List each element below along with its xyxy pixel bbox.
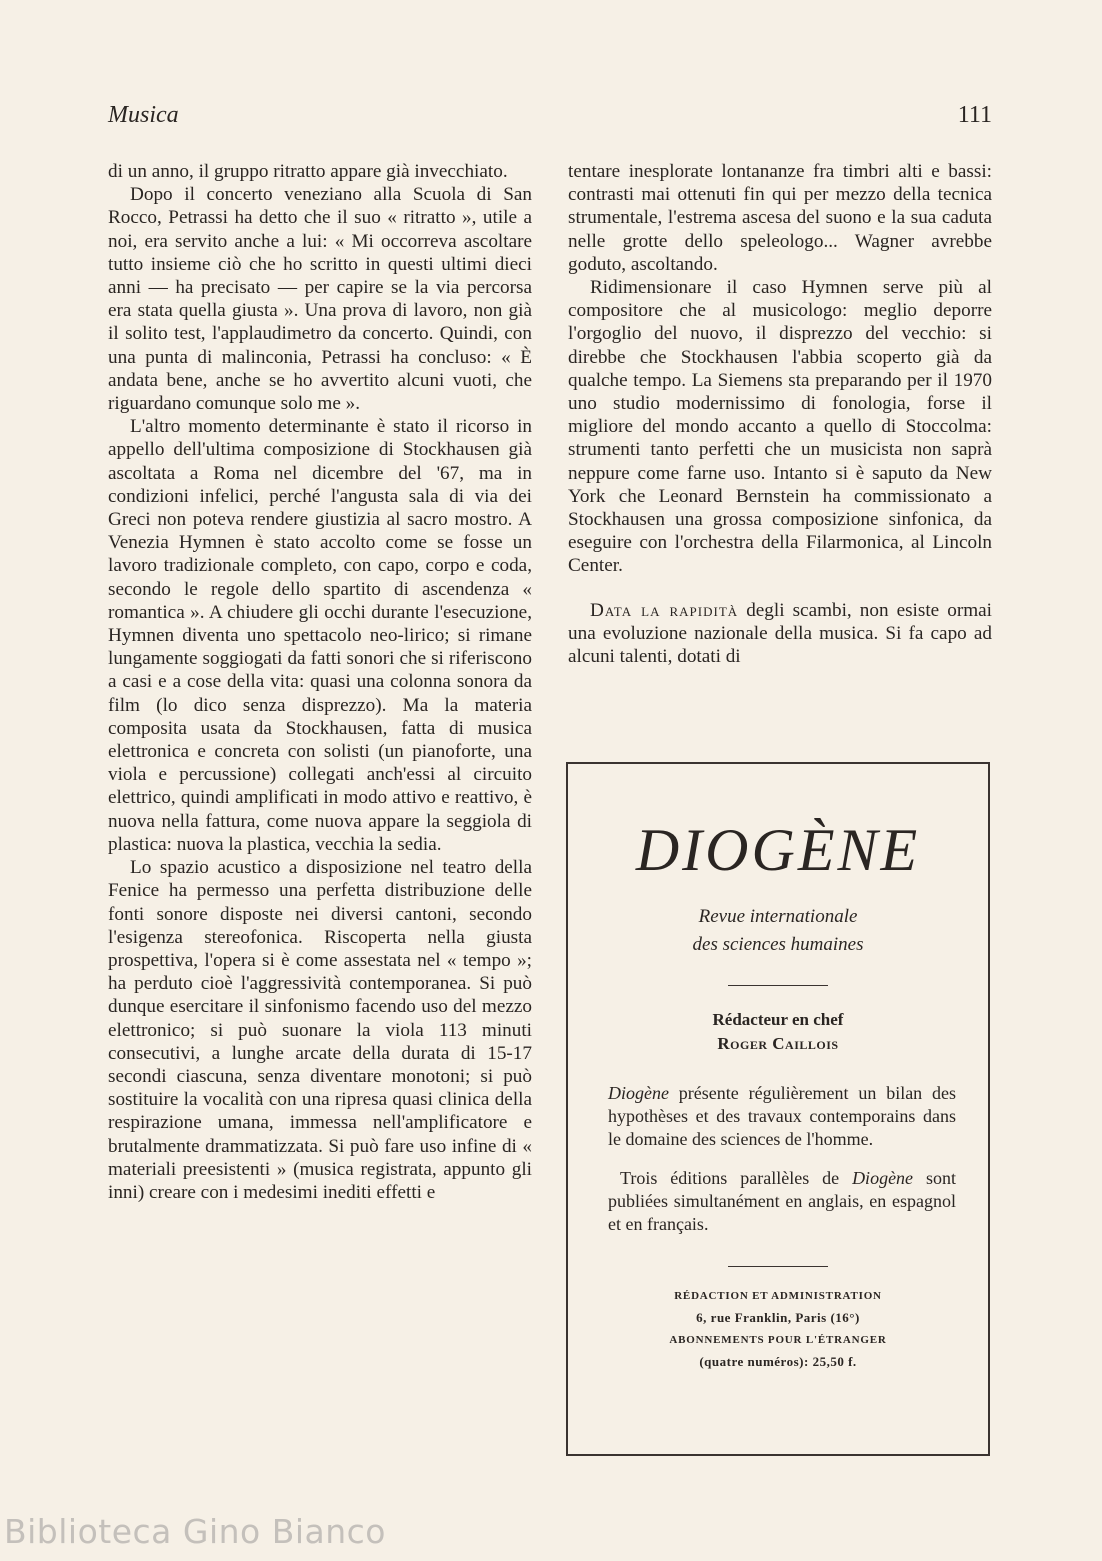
ad-paragraph xyxy=(608,1082,956,1151)
editor-role: Rédacteur en chef xyxy=(712,1010,844,1029)
left-column xyxy=(108,160,532,1204)
ad-contact xyxy=(568,1285,988,1373)
running-head xyxy=(108,102,992,129)
editor-name: Roger Caillois xyxy=(717,1034,839,1053)
redaction-label: RÉDACTION ET ADMINISTRATION xyxy=(674,1290,882,1302)
diogene-advertisement xyxy=(566,762,990,1456)
paragraph: tentare inesplorate lontananze fra timbri alti e bassi: contrasti mai ottenuti fin qui per mezzo della tecnica strumentale, l'estrema ascesa del suono e la sua caduta nelle grotte dello speleologo... Wagner avrebbe goduto, ascoltando. xyxy=(568,161,992,275)
ad-editor xyxy=(568,1008,988,1056)
ad-brand-title: DIOGÈNE xyxy=(635,817,921,883)
price: (quatre numéros): 25,50 f. xyxy=(699,1354,857,1369)
ad-text: sont publiées simultanément en anglais, en espagnol et en français. xyxy=(608,1168,956,1234)
paragraph: Ridimensionare il caso Hymnen serve più al compositore che al musicologo: meglio deporre l'orgoglio del nuovo, il disprezzo del vecchio: si direbbe che Stockhausen l'abbia scoperto già da qualche tempo. La Siemens sta preparando per il 1970 uno studio modernissimo di fonologia, forse il migliore del mondo accanto a quello di Stoccolma: strumenti tanto perfetti che un musicista non saprà neppure come farne uso. Intanto si è saputo da New York che Leonard Bernstein ha commissionato a Stockhausen una grossa composizione sinfonica, da eseguire con l'orchestra della Filarmonica, al Lincoln Center. xyxy=(568,277,992,577)
divider xyxy=(728,985,828,986)
address: 6, rue Franklin, Paris (16°) xyxy=(696,1310,860,1325)
ad-text: Trois éditions parallèles de xyxy=(620,1168,853,1188)
ad-subtitle xyxy=(568,903,988,959)
ad-body xyxy=(608,1082,956,1236)
subscriptions-label: ABONNEMENTS POUR L'ÉTRANGER xyxy=(669,1334,887,1346)
lead-in: Data la rapidità xyxy=(590,599,739,621)
ad-subtitle-line: Revue internationale xyxy=(698,906,858,927)
divider xyxy=(728,1266,828,1267)
journal-title: Diogène xyxy=(608,1083,669,1103)
paragraph: di un anno, il gruppo ritratto appare già invecchiato. xyxy=(108,161,508,182)
right-column xyxy=(568,160,992,668)
paragraph-text: degli scambi, non esiste ormai una evoluzione nazionale della musica. Si fa capo ad alcuni talenti, dotati di xyxy=(568,599,992,668)
library-watermark: Biblioteca Gino Bianco xyxy=(4,1512,386,1551)
ad-subtitle-line: des sciences humaines xyxy=(692,934,864,955)
paragraph: Dopo il concerto veneziano alla Scuola di San Rocco, Petrassi ha detto che il suo « ritratto », utile a noi, era servito anche a lui: « Mi occorreva ascoltare tutto insieme ciò che ho scritto in questi ultimi dieci anni — ha precisato — per capire se la via percorsa era stata quella giusta ». Una prova di lavoro, non già il solito test, l'applaudimetro da concerto. Quindi, con una punta di malinconia, Petrassi ha concluso: « È andata bene, anche se ho avvertito alcuni vuoti, che riguardano comunque solo me ». xyxy=(108,184,532,415)
page-number: 111 xyxy=(957,102,992,128)
ad-text: présente régulièrement un bilan des hypothèses et des travaux contemporains dans le domaine des sciences de l'homme. xyxy=(608,1083,956,1149)
journal-title: Diogène xyxy=(852,1168,914,1188)
paragraph xyxy=(568,599,992,669)
paragraph: L'altro momento determinante è stato il ricorso in appello dell'ultima composizione di Stockhausen già ascoltata a Roma nel dicembre del '67, ma in condizioni infelici, perché l'angusta sala di via dei Greci non poteva rendere giustizia al sacro mostro. A Venezia Hymnen è stato accolto come se fosse un lavoro tradizionale completo, con capo, corpo e coda, secondo le regole dello spartito di ascendenza « romantica ». A chiudere gli occhi durante l'esecuzione, Hymnen diventa uno spettacolo neo-lirico; si rimane lungamente soggiogati da fatti sonori che si riferiscono a casi e a cose della vita: quasi una colonna sonora da film (lo dico senza disprezzo). Ma la materia composita usata da Stockhausen, fatta di musica elettronica e concreta con solisti (un pianoforte, una viola e percussione) collegati anch'essi al circuito elettrico, quindi amplificati in modo attivo e reattivo, è nuova nella fattura, come nuova appare la seggiola di plastica: nuova la plastica, vecchia la sedia. xyxy=(108,416,532,855)
ad-paragraph xyxy=(608,1167,956,1236)
section-title: Musica xyxy=(108,102,179,128)
paragraph: Lo spazio acustico a disposizione nel teatro della Fenice ha permesso una perfetta distribuzione delle fonti sonore disposte nei diversi cantoni, secondo l'esigenza stereofonica. Riscoperta nella giusta prospettiva, l'opera si è come assestata nel « tempo »; ha perduto cioè l'aggressività contemporanea. Si può dunque esercitare il sinfonismo facendo uso del mezzo elettronico; si può suonare la viola 113 minuti consecutivi, a lunghe arcate della durata di 15-17 secondi ciascuna, senza diventare monotoni; si può sostituire la vocalità con una ripresa quasi clinica della respirazione umana, immessa nell'amplificatore e brutalmente drammatizzata. Si può fare uso infine di « materiali preesistenti » (musica registrata, appunto gli inni) creare con i medesimi inediti effetti e xyxy=(108,857,532,1203)
